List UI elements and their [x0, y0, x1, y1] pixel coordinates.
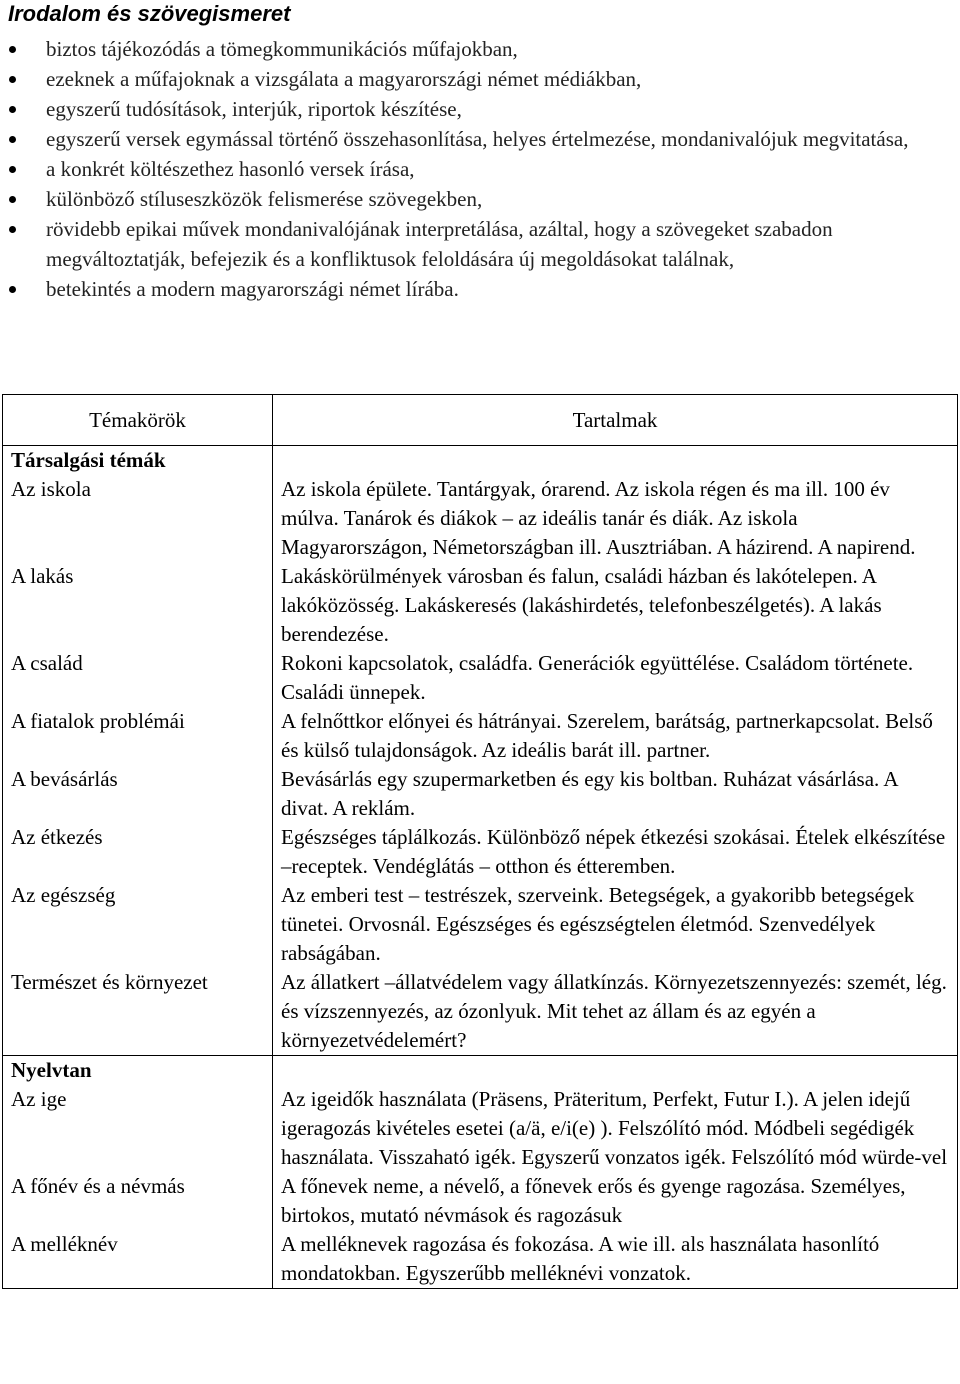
topic-cell: A család [3, 649, 273, 707]
content-cell: Az igeidők használata (Präsens, Präteritum, Perfekt, Futur I.). A jelen idejű igeragozás kivételes esetei (a/ä, e/i(e) ). Felszólító mód. Módbeli segédigék használata. Visszaható igék. Egyszerű vonzatos igék. Felszólító mód würde-vel [273, 1085, 958, 1172]
bullet-item: a konkrét költészethez hasonló versek írása, [0, 154, 960, 184]
bullet-icon [9, 136, 16, 143]
table-row [3, 649, 958, 707]
bullet-item: biztos tájékozódás a tömegkommunikációs műfajokban, [0, 34, 960, 64]
topic-cell: Az étkezés [3, 823, 273, 881]
topic-cell: A melléknév [3, 1230, 273, 1289]
bullet-item: ezeknek a műfajoknak a vizsgálata a magyarországi német médiákban, [0, 64, 960, 94]
table-row [3, 475, 958, 562]
topic-cell: Az egészség [3, 881, 273, 968]
topic-cell: Az iskola [3, 475, 273, 562]
topic-cell: A főnév és a névmás [3, 1172, 273, 1230]
topic-cell: Természet és környezet [3, 968, 273, 1056]
bullet-item: egyszerű versek egymással történő összehasonlítása, helyes értelmezése, mondanivalójuk megvitatása, [0, 124, 960, 154]
bullet-icon [9, 286, 16, 293]
bullet-item: betekintés a modern magyarországi német lírába. [0, 274, 960, 304]
bullet-icon [9, 226, 16, 233]
table-row [3, 1085, 958, 1172]
table-row [3, 968, 958, 1056]
bullet-icon [9, 106, 16, 113]
content-cell: Az állatkert –állatvédelem vagy állatkínzás. Környezetszennyezés: szemét, lég. és vízszennyezés, az ózonlyuk. Mit tehet az állam és az egyén a környezetvédelemért? [273, 968, 958, 1056]
topic-cell: A bevásárlás [3, 765, 273, 823]
section-title: Társalgási témák [3, 446, 273, 476]
table-row [3, 881, 958, 968]
topic-cell: Az ige [3, 1085, 273, 1172]
table-row [3, 823, 958, 881]
table-row [3, 765, 958, 823]
table-row [3, 562, 958, 649]
content-cell: A felnőttkor előnyei és hátrányai. Szerelem, barátság, partnerkapcsolat. Belső és külső tulajdonságok. Az ideális barát ill. partner. [273, 707, 958, 765]
bullet-icon [9, 46, 16, 53]
content-cell: A főnevek neme, a névelő, a főnevek erős és gyenge ragozása. Személyes, birtokos, mutató névmások és ragozásuk [273, 1172, 958, 1230]
bullet-icon [9, 196, 16, 203]
content-cell: Egészséges táplálkozás. Különböző népek étkezési szokásai. Ételek elkészítése –receptek. Vendéglátás – otthon és étteremben. [273, 823, 958, 881]
section-title: Nyelvtan [3, 1056, 273, 1086]
bullet-list [0, 34, 960, 304]
content-cell: Lakáskörülmények városban és falun, családi házban és lakótelepen. A lakóközösség. Lakáskeresés (lakáshirdetés, telefonbeszélgetés). A lakás berendezése. [273, 562, 958, 649]
content-cell: Bevásárlás egy szupermarketben és egy kis boltban. Ruházat vásárlása. A divat. A reklám. [273, 765, 958, 823]
table-row [3, 1230, 958, 1289]
bullet-item: rövidebb epikai művek mondanivalójának interpretálása, azáltal, hogy a szövegeket szabadon megváltoztatják, befejezik és a konfliktusok feloldására új megoldásokat találnak, [0, 214, 960, 274]
content-cell: A melléknevek ragozása és fokozása. A wie ill. als használata hasonlító mondatokban. Egyszerűbb melléknévi vonzatok. [273, 1230, 958, 1289]
column-header-contents: Tartalmak [273, 395, 958, 446]
section-row [3, 1056, 958, 1086]
table-row [3, 1172, 958, 1230]
column-header-topics: Témakörök [3, 395, 273, 446]
topic-cell: A fiatalok problémái [3, 707, 273, 765]
topic-cell: A lakás [3, 562, 273, 649]
content-cell: Az iskola épülete. Tantárgyak, órarend. Az iskola régen és ma ill. 100 év múlva. Tanárok és diákok – az ideális tanár és diák. Az iskola Magyarországon, Németországban ill. Ausztriában. A házirend. A napirend. [273, 475, 958, 562]
section-heading: Irodalom és szövegismeret [8, 1, 291, 26]
bullet-icon [9, 76, 16, 83]
topics-table [2, 394, 958, 1289]
bullet-item: egyszerű tudósítások, interjúk, riportok készítése, [0, 94, 960, 124]
table-row [3, 707, 958, 765]
content-cell: Rokoni kapcsolatok, családfa. Generációk együttélése. Családom története. Családi ünnepek. [273, 649, 958, 707]
table-header-row [3, 395, 958, 446]
bullet-item: különböző stíluseszközök felismerése szövegekben, [0, 184, 960, 214]
bullet-icon [9, 166, 16, 173]
content-cell: Az emberi test – testrészek, szerveink. Betegségek, a gyakoribb betegségek tünetei. Orvosnál. Egészséges és egészségtelen életmód. Szenvedélyek rabságában. [273, 881, 958, 968]
section-row [3, 446, 958, 476]
